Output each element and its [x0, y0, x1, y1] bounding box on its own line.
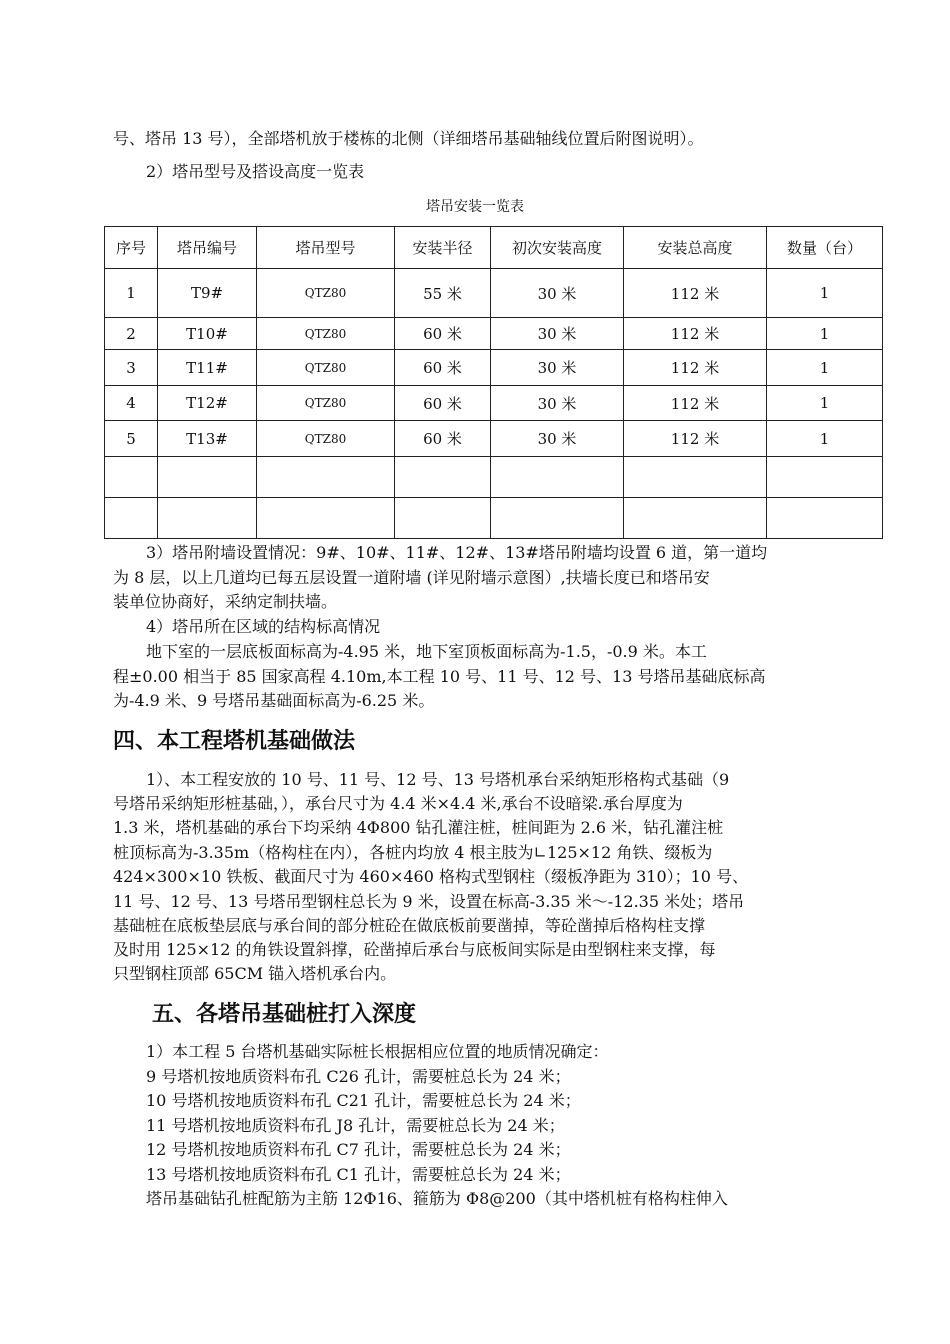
table-cell: 1	[767, 269, 883, 318]
section-5-line: 9 号塔机按地质资料布孔 C26 孔计，需要桩总长为 24 米；	[146, 1067, 571, 1086]
section-5-line: 13 号塔机按地质资料布孔 C1 孔计，需要桩总长为 24 米；	[146, 1165, 571, 1184]
header-cell: 初次安装高度	[491, 227, 624, 269]
header-cell: 塔吊编号	[158, 227, 257, 269]
table-cell: 112 米	[624, 269, 767, 318]
section-4-line: 1）、本工程安放的 10 号、11 号、12 号、13 号塔机承台采纳矩形格构式基础（9	[146, 770, 730, 789]
section-5-line: 11 号塔机按地质资料布孔 J8 孔计，需要桩总长为 24 米；	[146, 1116, 565, 1135]
table-cell: 112 米	[624, 318, 767, 350]
table-cell: T12#	[158, 386, 257, 421]
section-4-line: 1.3 米，塔机基础的承台下均采纳 4Φ800 钻孔灌注桩，桩间距为 2.6 米，钻孔灌注桩	[113, 818, 724, 837]
tower-crane-table	[104, 226, 883, 539]
table-cell: 1	[767, 350, 883, 386]
table-cell: 30 米	[491, 386, 624, 421]
table-cell: 2	[105, 318, 158, 350]
table-cell: T11#	[158, 350, 257, 386]
table-cell: 4	[105, 386, 158, 421]
section-5-line: 塔吊基础钻孔桩配筋为主筋 12Φ16、箍筋为 Φ8@200（其中塔机桩有格构柱伸入	[146, 1189, 728, 1208]
table-row	[105, 269, 883, 318]
section-4-line: 424×300×10 铁板、截面尺寸为 460×460 格构式型钢柱（缀板净距为 310）；10 号、	[113, 867, 749, 886]
table-cell: 30 米	[491, 421, 624, 457]
section-4-line: 号塔吊采纳矩形桩基础，），承台尺寸为 4.4 米×4.4 米,承台不设暗梁.承台厚度为	[113, 794, 683, 813]
table-cell: T9#	[158, 269, 257, 318]
section-4-line: 及时用 125×12 的角铁设置斜撑，砼凿掉后承台与底板间实际是由型钢柱来支撑，每	[113, 940, 716, 959]
section-5-heading: 五、各塔吊基础桩打入深度	[152, 1002, 417, 1027]
table-cell: QTZ80	[257, 350, 395, 386]
table-cell: 1	[767, 318, 883, 350]
table-cell: 3	[105, 350, 158, 386]
table-cell: 30 米	[491, 318, 624, 350]
table-cell: 30 米	[491, 269, 624, 318]
section-5-line: 12 号塔机按地质资料布孔 C7 孔计，需要桩总长为 24 米；	[146, 1140, 571, 1159]
table-cell: 60 米	[395, 386, 491, 421]
table-cell: QTZ80	[257, 318, 395, 350]
header-cell: 数量（台）	[767, 227, 883, 269]
subsection-4-line: 程±0.00 相当于 85 国家高程 4.10m,本工程 10 号、11 号、12 号、13 号塔吊基础底标高	[113, 667, 766, 686]
table-cell: 60 米	[395, 318, 491, 350]
table-header-row	[105, 227, 883, 269]
table-row	[105, 386, 883, 421]
section-4-line: 桩顶标高为-3.35m（格构柱在内），各桩内均放 4 根主肢为∟125×12 角铁、缀板为	[113, 843, 713, 862]
table-cell: 60 米	[395, 350, 491, 386]
section-5-line: 1）本工程 5 台塔机基础实际桩长根据相应位置的地质情况确定：	[146, 1042, 609, 1061]
header-cell: 安装总高度	[624, 227, 767, 269]
header-cell: 序号	[105, 227, 158, 269]
table-cell: 112 米	[624, 386, 767, 421]
table-cell: 112 米	[624, 350, 767, 386]
section-4-heading: 四、本工程塔机基础做法	[113, 729, 356, 754]
subsection-3-line: 装单位协商好，采纳定制扶墙。	[113, 592, 338, 611]
subsection-4-line: 地下室的一层底板面标高为-4.95 米，地下室顶板面标高为-1.5，-0.9 米。本工	[146, 642, 707, 661]
table-row-empty	[105, 457, 883, 498]
subsection-3-line: 为 8 层，以上几道均已每五层设置一道附墙 (详见附墙示意图）,扶墙长度已和塔吊安	[113, 568, 710, 587]
table-row	[105, 421, 883, 457]
table-caption: 塔吊安装一览表	[426, 199, 524, 215]
table-cell: T13#	[158, 421, 257, 457]
section-5-line: 10 号塔机按地质资料布孔 C21 孔计，需要桩总长为 24 米；	[146, 1091, 581, 1110]
subsection-4-title: 4）塔吊所在区域的结构标高情况	[146, 617, 381, 636]
table-cell: 5	[105, 421, 158, 457]
table-cell: 60 米	[395, 421, 491, 457]
table-row-empty	[105, 498, 883, 539]
table-cell: T10#	[158, 318, 257, 350]
table-row	[105, 318, 883, 350]
table-cell: 112 米	[624, 421, 767, 457]
table-row	[105, 350, 883, 386]
subsection-4-line: 为-4.9 米、9 号塔吊基础面标高为-6.25 米。	[113, 691, 435, 710]
header-cell: 安装半径	[395, 227, 491, 269]
table-cell: 1	[767, 421, 883, 457]
table-cell: QTZ80	[257, 421, 395, 457]
table-cell: QTZ80	[257, 386, 395, 421]
subsection-2-title: 2）塔吊型号及搭设高度一览表	[146, 162, 365, 181]
table-cell: 1	[767, 386, 883, 421]
section-4-line: 11 号、12 号、13 号塔吊型钢柱总长为 9 米，设置在标高-3.35 米～-12.35 米处；塔吊	[113, 892, 745, 911]
header-cell: 塔吊型号	[257, 227, 395, 269]
table-cell: QTZ80	[257, 269, 395, 318]
section-4-line: 只型钢柱顶部 65CM 锚入塔机承台内。	[113, 964, 397, 983]
table-cell: 1	[105, 269, 158, 318]
table-cell: 55 米	[395, 269, 491, 318]
subsection-3-line: 3）塔吊附墙设置情况：9#、10#、11#、12#、13#塔吊附墙均设置 6 道，第一道均	[146, 543, 768, 562]
section-4-line: 基础桩在底板垫层底与承台间的部分桩砼在做底板前要凿掉，等砼凿掉后格构柱支撑	[113, 916, 706, 935]
intro-line: 号、塔吊 13 号），全部塔机放于楼栋的北侧（详细塔吊基础轴线位置后附图说明）。	[113, 129, 704, 148]
table-cell: 30 米	[491, 350, 624, 386]
